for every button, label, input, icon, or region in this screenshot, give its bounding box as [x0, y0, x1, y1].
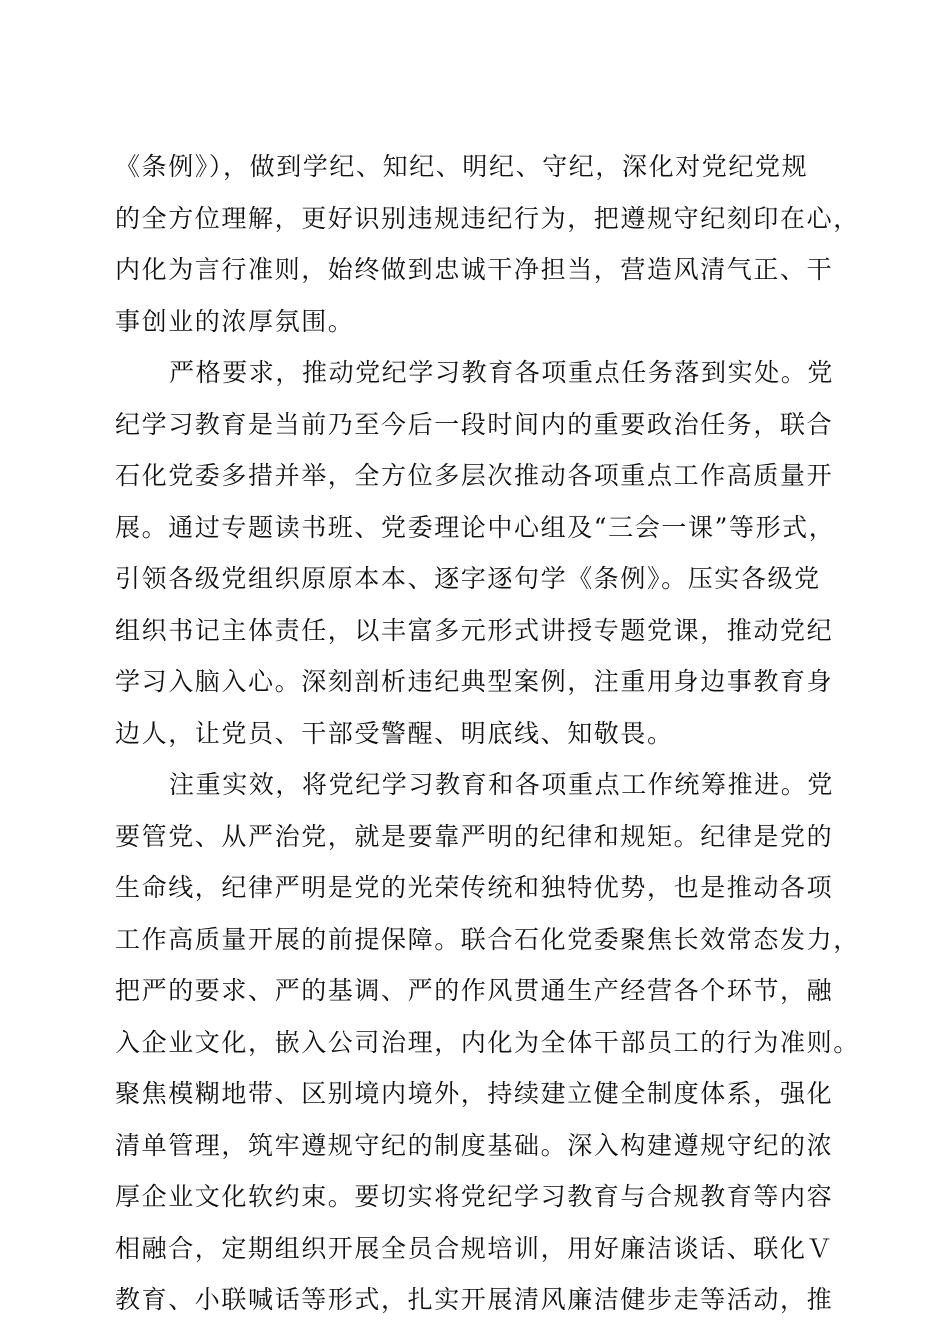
- text-line: 教育、小联喊话等形式，扎实开展清风廉洁健步走等活动，推: [115, 1285, 834, 1314]
- text-line: 内化为言行准则，始终做到忠诚干净担当，营造风清气正、干: [115, 255, 834, 284]
- text-line: 厚企业文化软约束。要切实将党纪学习教育与合规教育等内容: [115, 1182, 834, 1211]
- text-line: 边人，让党员、干部受警醒、明底线、知敬畏。: [115, 718, 674, 748]
- text-line: 《条例》），做到学纪、知纪、明纪、守纪，深化对党纪党规: [115, 152, 809, 181]
- paragraph-strict-requirements: [115, 347, 835, 759]
- text-line: 引领各级党组织原原本本、逐字逐句学《条例》。压实各级党: [115, 564, 821, 593]
- text-line: 清单管理，筑牢遵规守纪的制度基础。深入构建遵规守纪的浓: [115, 1130, 834, 1160]
- paragraph-practical-results: [115, 759, 860, 1326]
- document-body: [115, 141, 860, 1326]
- text-line: 学习入脑入心。深刻剖析违纪典型案例，注重用身边事教育身: [115, 667, 834, 696]
- text-line: 生命线，纪律严明是党的光荣传统和独特优势，也是推动各项: [115, 873, 834, 902]
- text-line: 聚焦模糊地带、区别境内境外，持续建立健全制度体系，强化: [115, 1079, 834, 1108]
- text-line: 组织书记主体责任，以丰富多元形式讲授专题党课，推动党纪: [115, 615, 834, 645]
- text-line: 工作高质量开展的前提保障。联合石化党委聚焦长效常态发力，: [115, 924, 860, 954]
- text-line: 纪学习教育是当前乃至今后一段时间内的重要政治任务，联合: [115, 409, 834, 439]
- text-line: 严格要求，推动党纪学习教育各项重点任务落到实处。党: [169, 358, 835, 387]
- text-line: 要管党、从严治党，就是要靠严明的纪律和规矩。纪律是党的: [115, 821, 834, 851]
- text-line: 的全方位理解，更好识别违规违纪行为，把遵规守纪刻印在心，: [115, 203, 860, 233]
- paragraph-continuation: [115, 141, 860, 347]
- text-line: 石化党委多措并举，全方位多层次推动各项重点工作高质量开: [115, 461, 834, 490]
- text-line: 展。通过专题读书班、党委理论中心组及“三会一课”等形式，: [115, 512, 836, 542]
- text-line: 相融合，定期组织开展全员合规培训，用好廉洁谈话、联化Ｖ: [115, 1233, 834, 1263]
- text-line: 把严的要求、严的基调、严的作风贯通生产经营各个环节，融: [115, 976, 834, 1005]
- text-line: 事创业的浓厚氛围。: [115, 306, 355, 336]
- text-line: 注重实效，将党纪学习教育和各项重点工作统筹推进。党: [169, 770, 835, 799]
- text-line: 入企业文化，嵌入公司治理，内化为全体干部员工的行为准则。: [115, 1027, 860, 1057]
